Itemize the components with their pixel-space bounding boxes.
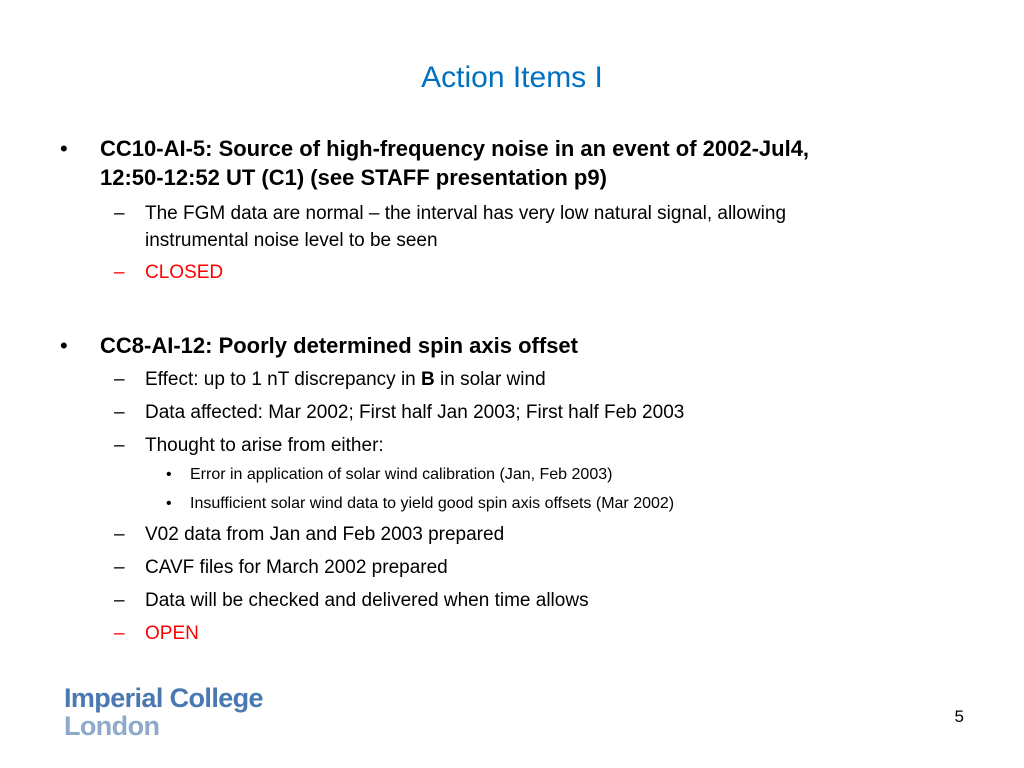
slide-title: Action Items I [421, 61, 603, 94]
page-number: 5 [954, 707, 964, 726]
effect-text-bold-b: B [421, 369, 435, 390]
dash-marker: – [114, 623, 125, 644]
action-item-1-note-line-1: The FGM data are normal – the interval has very low natural signal, allowing [145, 203, 787, 224]
imperial-college-logo [64, 684, 284, 740]
logo-line-2: London [64, 711, 160, 741]
status-closed: CLOSED [145, 262, 224, 283]
delivery-text: Data will be checked and delivered when time allows [145, 590, 589, 611]
dash-marker: – [114, 590, 125, 611]
dash-marker: – [114, 203, 125, 224]
cause-text: Thought to arise from either: [145, 435, 384, 456]
action-item-1-heading [100, 134, 940, 192]
small-bullet-marker: • [166, 495, 172, 512]
dash-marker: – [114, 524, 125, 545]
dash-marker: – [114, 402, 125, 423]
logo-line-1: Imperial College [64, 683, 263, 713]
dash-marker: – [114, 435, 125, 456]
cause-option-2-text: Insufficient solar wind data to yield good spin axis offsets (Mar 2002) [190, 495, 675, 512]
data-affected-text: Data affected: Mar 2002; First half Jan 2003; First half Feb 2003 [145, 402, 685, 423]
action-item-2-effect-text [145, 366, 925, 393]
status-open: OPEN [145, 623, 199, 644]
bullet-marker: • [60, 136, 68, 161]
action-item-1-heading-line-1: CC10-AI-5: Source of high-frequency noise in an event of 2002-Jul4, [100, 136, 810, 161]
dash-marker: – [114, 369, 125, 390]
bullet-marker: • [60, 333, 68, 358]
action-item-1-note-line-2: instrumental noise level to be seen [145, 230, 438, 251]
dash-marker: – [114, 557, 125, 578]
action-item-2-heading: CC8-AI-12: Poorly determined spin axis offset [100, 333, 578, 358]
dash-marker: – [114, 262, 125, 283]
action-item-1-heading-line-2: 12:50-12:52 UT (C1) (see STAFF presentation p9) [100, 165, 607, 190]
cause-option-1-text: Error in application of solar wind calibration (Jan, Feb 2003) [190, 466, 613, 483]
effect-text-pre: Effect: up to 1 nT discrepancy in [145, 369, 422, 390]
effect-text-post: in solar wind [434, 369, 546, 390]
small-bullet-marker: • [166, 466, 172, 483]
v02-text: V02 data from Jan and Feb 2003 prepared [145, 524, 505, 545]
action-item-1-note-text [145, 200, 925, 254]
cavf-text: CAVF files for March 2002 prepared [145, 557, 448, 578]
